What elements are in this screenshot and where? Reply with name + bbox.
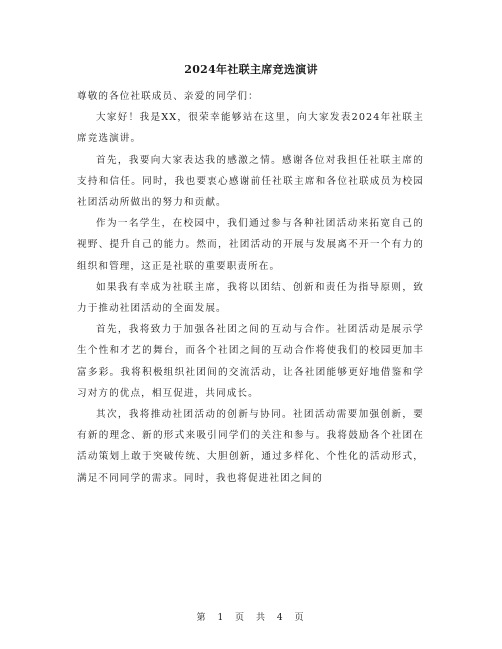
footer-mid: 页 — [235, 613, 247, 623]
footer-page-current: 1 — [217, 613, 226, 623]
background-paragraph: 作为一名学生，在校园中，我们通过参与各种社团活动来拓宽自己的视野、提升自己的能力。然而，社团活动的开展与发展离不开一个有力的组织和管理，这正是社联的重要职责所在。 — [77, 218, 424, 272]
greeting-paragraph: 大家好！我是XX，很荣幸能够站在这里，向大家发表2024年社联主席竞选演讲。 — [77, 112, 424, 145]
footer-page-total: 4 — [276, 613, 285, 623]
principles-paragraph: 如果我有幸成为社联主席，我将以团结、创新和责任为指导原则，致力于推动社团活动的全面发展。 — [77, 281, 424, 315]
document-body — [77, 86, 424, 489]
salutation-paragraph: 尊敬的各位社联成员、亲爱的同学们： — [77, 91, 259, 102]
thanks-paragraph: 首先，我要向大家表达我的感激之情。感谢各位对我担任社联主席的支持和信任。同时，我也要衷心感谢前任社联主席和各位社联成员为校园社团活动所做出的努力和贡献。 — [77, 154, 424, 209]
innovation-paragraph: 其次，我将推动社团活动的创新与协同。社团活动需要加强创新，要有新的理念、新的形式来吸引同学们的关注和参与。我将鼓励各个社团在活动策划上敢于突破传统、大胆创新，通过多样化、个性化的活动形式，满足不同同学的需求。同时，我也将促进社团之间的 — [77, 409, 424, 484]
page-title: 2024年社联主席竞选演讲 — [184, 63, 318, 76]
footer-prefix: 第 — [196, 613, 208, 623]
footer-suffix: 页 — [294, 613, 306, 623]
footer-total-prefix: 共 — [255, 613, 267, 623]
page-footer — [0, 612, 502, 624]
cooperation-paragraph: 首先，我将致力于加强各社团之间的互动与合作。社团活动是展示学生个性和才艺的舞台，而各个社团之间的互动合作将使我们的校园更加丰富多彩。我将积极组织社团间的交流活动，让各社团能够更好地借鉴和学习对方的优点，相互促进，共同成长。 — [77, 324, 424, 399]
